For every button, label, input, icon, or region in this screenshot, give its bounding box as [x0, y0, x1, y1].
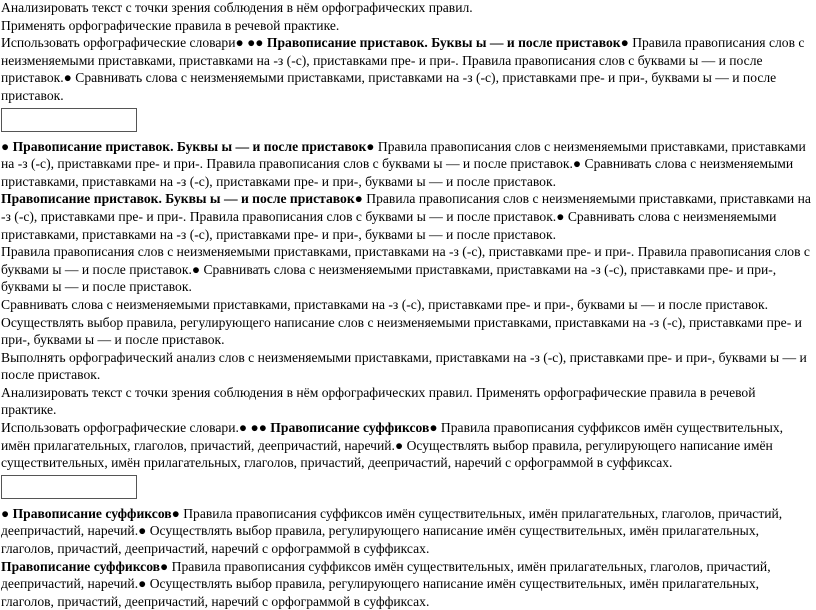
paragraph-suffixes-dictionaries	[1, 419, 813, 472]
paragraph-prefixes-rules-repeat	[1, 190, 813, 243]
heading-suffixes: ● Правописание суффиксов●	[1, 505, 180, 521]
paragraph-text: Правила правописания слов с неизменяемыми приставками, приставками на -з (-с), приставками пре- и при-. Правила правописания слов с буквами ы — и после приставок.● Сравнивать слова с неизменяемыми приставками, приставками на -з (-с), приставками пре- и при-, буквами ы — и после приставок.	[1, 191, 811, 242]
paragraph-suffixes-rules-repeat	[1, 558, 813, 610]
paragraph-text: Использовать орфографические словари	[1, 35, 236, 51]
heading-prefixes: ● ●● Правописание приставок. Буквы ы — и после приставок●	[235, 35, 629, 51]
paragraph-text: Правила правописания суффиксов имён существительных, имён прилагательных, глаголов, причастий, деепричастий, наречий.● Осуществлять выбор правила, регулирующего написание имён существительных, имён прилагательных, глаголов, причастий, деепричастий, наречий с орфограммой в суффиксах.	[1, 558, 771, 609]
paragraph-text: Правила правописания слов с неизменяемыми приставками, приставками на -з (-с), приставками пре- и при-. Правила правописания слов с буквами ы — и после приставок.● Сравнивать слова с неизменяемыми приставками, приставками на -з (-с), приставками пре- и при-, буквами ы — и после приставок.	[1, 35, 805, 103]
heading-prefixes: ● Правописание приставок. Буквы ы — и после приставок●	[1, 138, 375, 154]
paragraph-text: Правила правописания суффиксов имён существительных, имён прилагательных, глаголов, причастий, деепричастий, наречий.● Осуществлять выбор правила, регулирующего написание имён существительных, имён прилагательных, глаголов, причастий, деепричастий, наречий с орфограммой в суффиксах.	[1, 505, 783, 557]
paragraph-choose-rule: Осуществлять выбор правила, регулирующего написание слов с неизменяемыми приставками, приставками на -з (-с), приставками пре- и при-, буквами ы — и после приставок.	[1, 314, 802, 348]
paragraph-apply-rules: Применять орфографические правила в речевой практике.	[1, 17, 340, 33]
document-body	[1, 0, 813, 610]
paragraph-compare-words: Сравнивать слова с неизменяемыми приставками, приставками на -з (-с), приставками пре- и при-, буквами ы — и после приставок.	[1, 296, 768, 312]
paragraph-prefixes-rules-plain: Правила правописания слов с неизменяемыми приставками, приставками на -з (-с), приставками пре- и при-. Правила правописания слов с буквами ы — и после приставок.● Сравнивать слова с неизменяемыми приставками, приставками на -з (-с), приставками пре- и при-, буквами ы — и после приставок.	[1, 244, 810, 295]
paragraph-text: Использовать орфографические словари.	[1, 420, 239, 436]
empty-frame-box	[1, 108, 137, 132]
paragraph-prefixes-rules	[1, 138, 813, 191]
heading-prefixes: Правописание приставок. Буквы ы — и после приставок●	[1, 191, 363, 207]
paragraph-suffixes-rules	[1, 505, 813, 558]
paragraph-text: Правила правописания слов с неизменяемыми приставками, приставками на -з (-с), приставками пре- и при-. Правила правописания слов с буквами ы — и после приставок.● Сравнивать слова с неизменяемыми приставками, приставками на -з (-с), приставками пре- и при-, буквами ы — и после приставок.	[1, 138, 806, 189]
paragraph-analyze-text: Анализировать текст с точки зрения соблюдения в нём орфографических правил.	[1, 0, 473, 15]
heading-suffixes: ● ●● Правописание суффиксов●	[238, 420, 438, 436]
paragraph-spelling-analysis: Выполнять орфографический анализ слов с неизменяемыми приставками, приставками на -з (-с), приставками пре- и при-, буквами ы — и после приставок.	[1, 349, 807, 383]
empty-frame-box	[1, 475, 137, 499]
paragraph-text: Правила правописания суффиксов имён существительных, имён прилагательных, глаголов, причастий, деепричастий, наречий.● Осуществлять выбор правила, регулирующего написание имён существительных, имён прилагательных, глаголов, причастий, деепричастий, наречий с орфограммой в суффиксах.	[1, 420, 784, 471]
heading-suffixes: Правописание суффиксов●	[1, 558, 169, 574]
paragraph-prefixes-dictionaries	[1, 34, 813, 104]
paragraph-analyze-apply: Анализировать текст с точки зрения соблюдения в нём орфографических правил. Применять орфографические правила в речевой практике.	[1, 384, 756, 418]
